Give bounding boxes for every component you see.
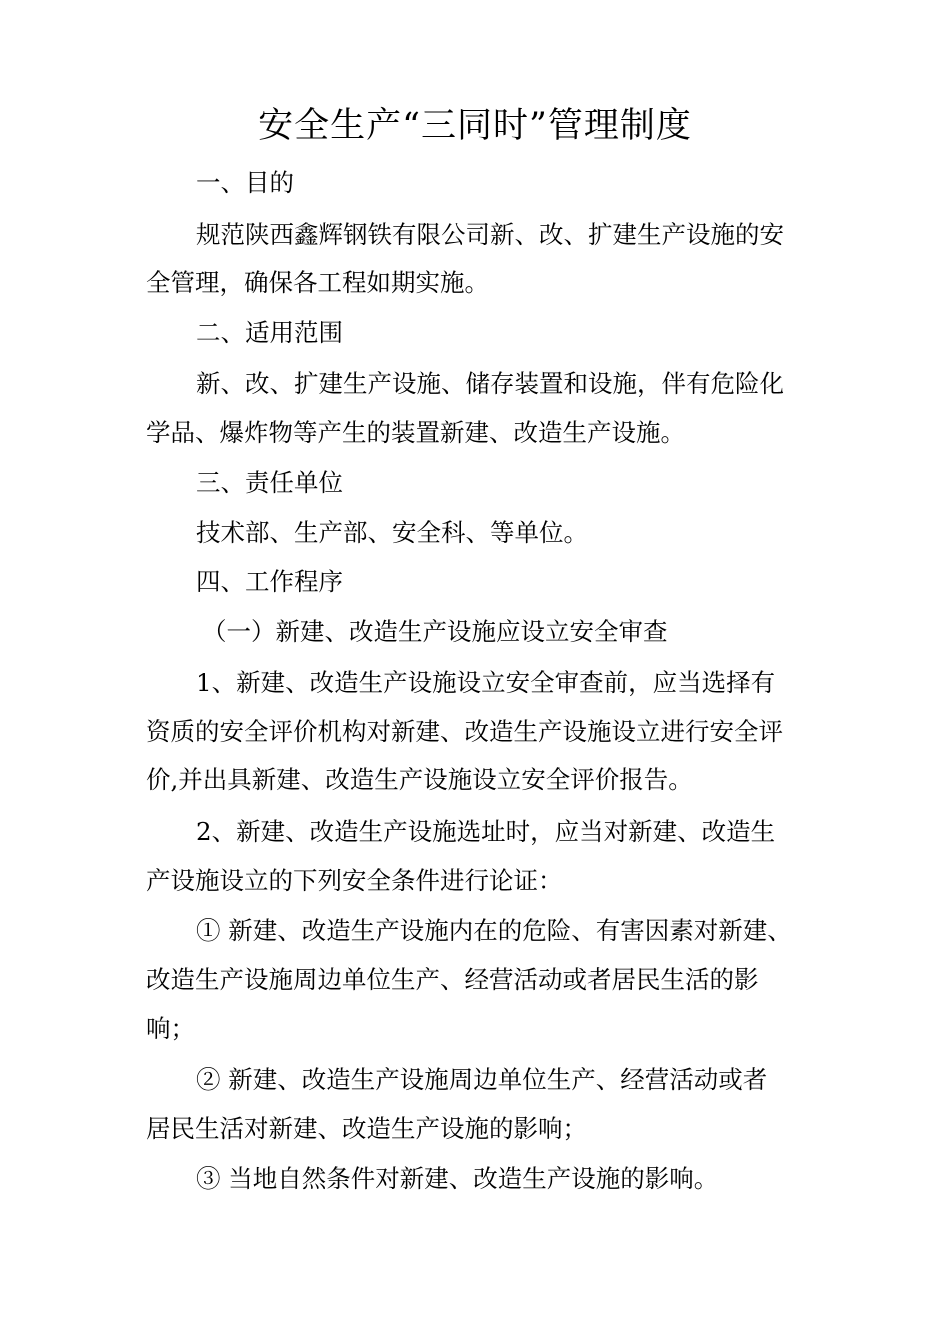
- section-heading-purpose: 一、目的: [196, 168, 294, 197]
- paragraph-line: 2、新建、改造生产设施选址时，应当对新建、改造生: [196, 817, 776, 846]
- paragraph-line: 技术部、生产部、安全科、等单位。: [196, 518, 588, 547]
- paragraph-line: 学品、爆炸物等产生的装置新建、改造生产设施。: [146, 418, 685, 447]
- section-heading-scope: 二、适用范围: [196, 318, 343, 347]
- paragraph-line: 居民生活对新建、改造生产设施的影响；: [146, 1114, 587, 1143]
- section-heading-procedure: 四、工作程序: [196, 567, 343, 596]
- paragraph-line: 产设施设立的下列安全条件进行论证：: [146, 866, 563, 895]
- paragraph-line: 新、改、扩建生产设施、储存装置和设施，伴有危险化: [196, 369, 784, 398]
- paragraph-line: 规范陕西鑫辉钢铁有限公司新、改、扩建生产设施的安: [196, 220, 784, 249]
- list-item-line: ③ 当地自然条件对新建、改造生产设施的影响。: [196, 1164, 719, 1193]
- section-heading-responsibility: 三、责任单位: [196, 468, 343, 497]
- paragraph-line: 响；: [146, 1014, 195, 1043]
- list-item-line: ① 新建、改造生产设施内在的危险、有害因素对新建、: [196, 916, 792, 945]
- subsection-heading: （一）新建、改造生产设施应设立安全审查: [202, 617, 668, 646]
- paragraph-line: 价,并出具新建、改造生产设施设立安全评价报告。: [146, 765, 693, 794]
- paragraph-line: 1、新建、改造生产设施设立安全审查前，应当选择有: [196, 668, 776, 697]
- paragraph-line: 改造生产设施周边单位生产、经营活动或者居民生活的影: [146, 965, 759, 994]
- document-title: 安全生产“三同时”管理制度: [258, 106, 692, 146]
- paragraph-line: 全管理，确保各工程如期实施。: [146, 268, 489, 297]
- list-item-line: ② 新建、改造生产设施周边单位生产、经营活动或者: [196, 1065, 768, 1094]
- paragraph-line: 资质的安全评价机构对新建、改造生产设施设立进行安全评: [146, 717, 783, 746]
